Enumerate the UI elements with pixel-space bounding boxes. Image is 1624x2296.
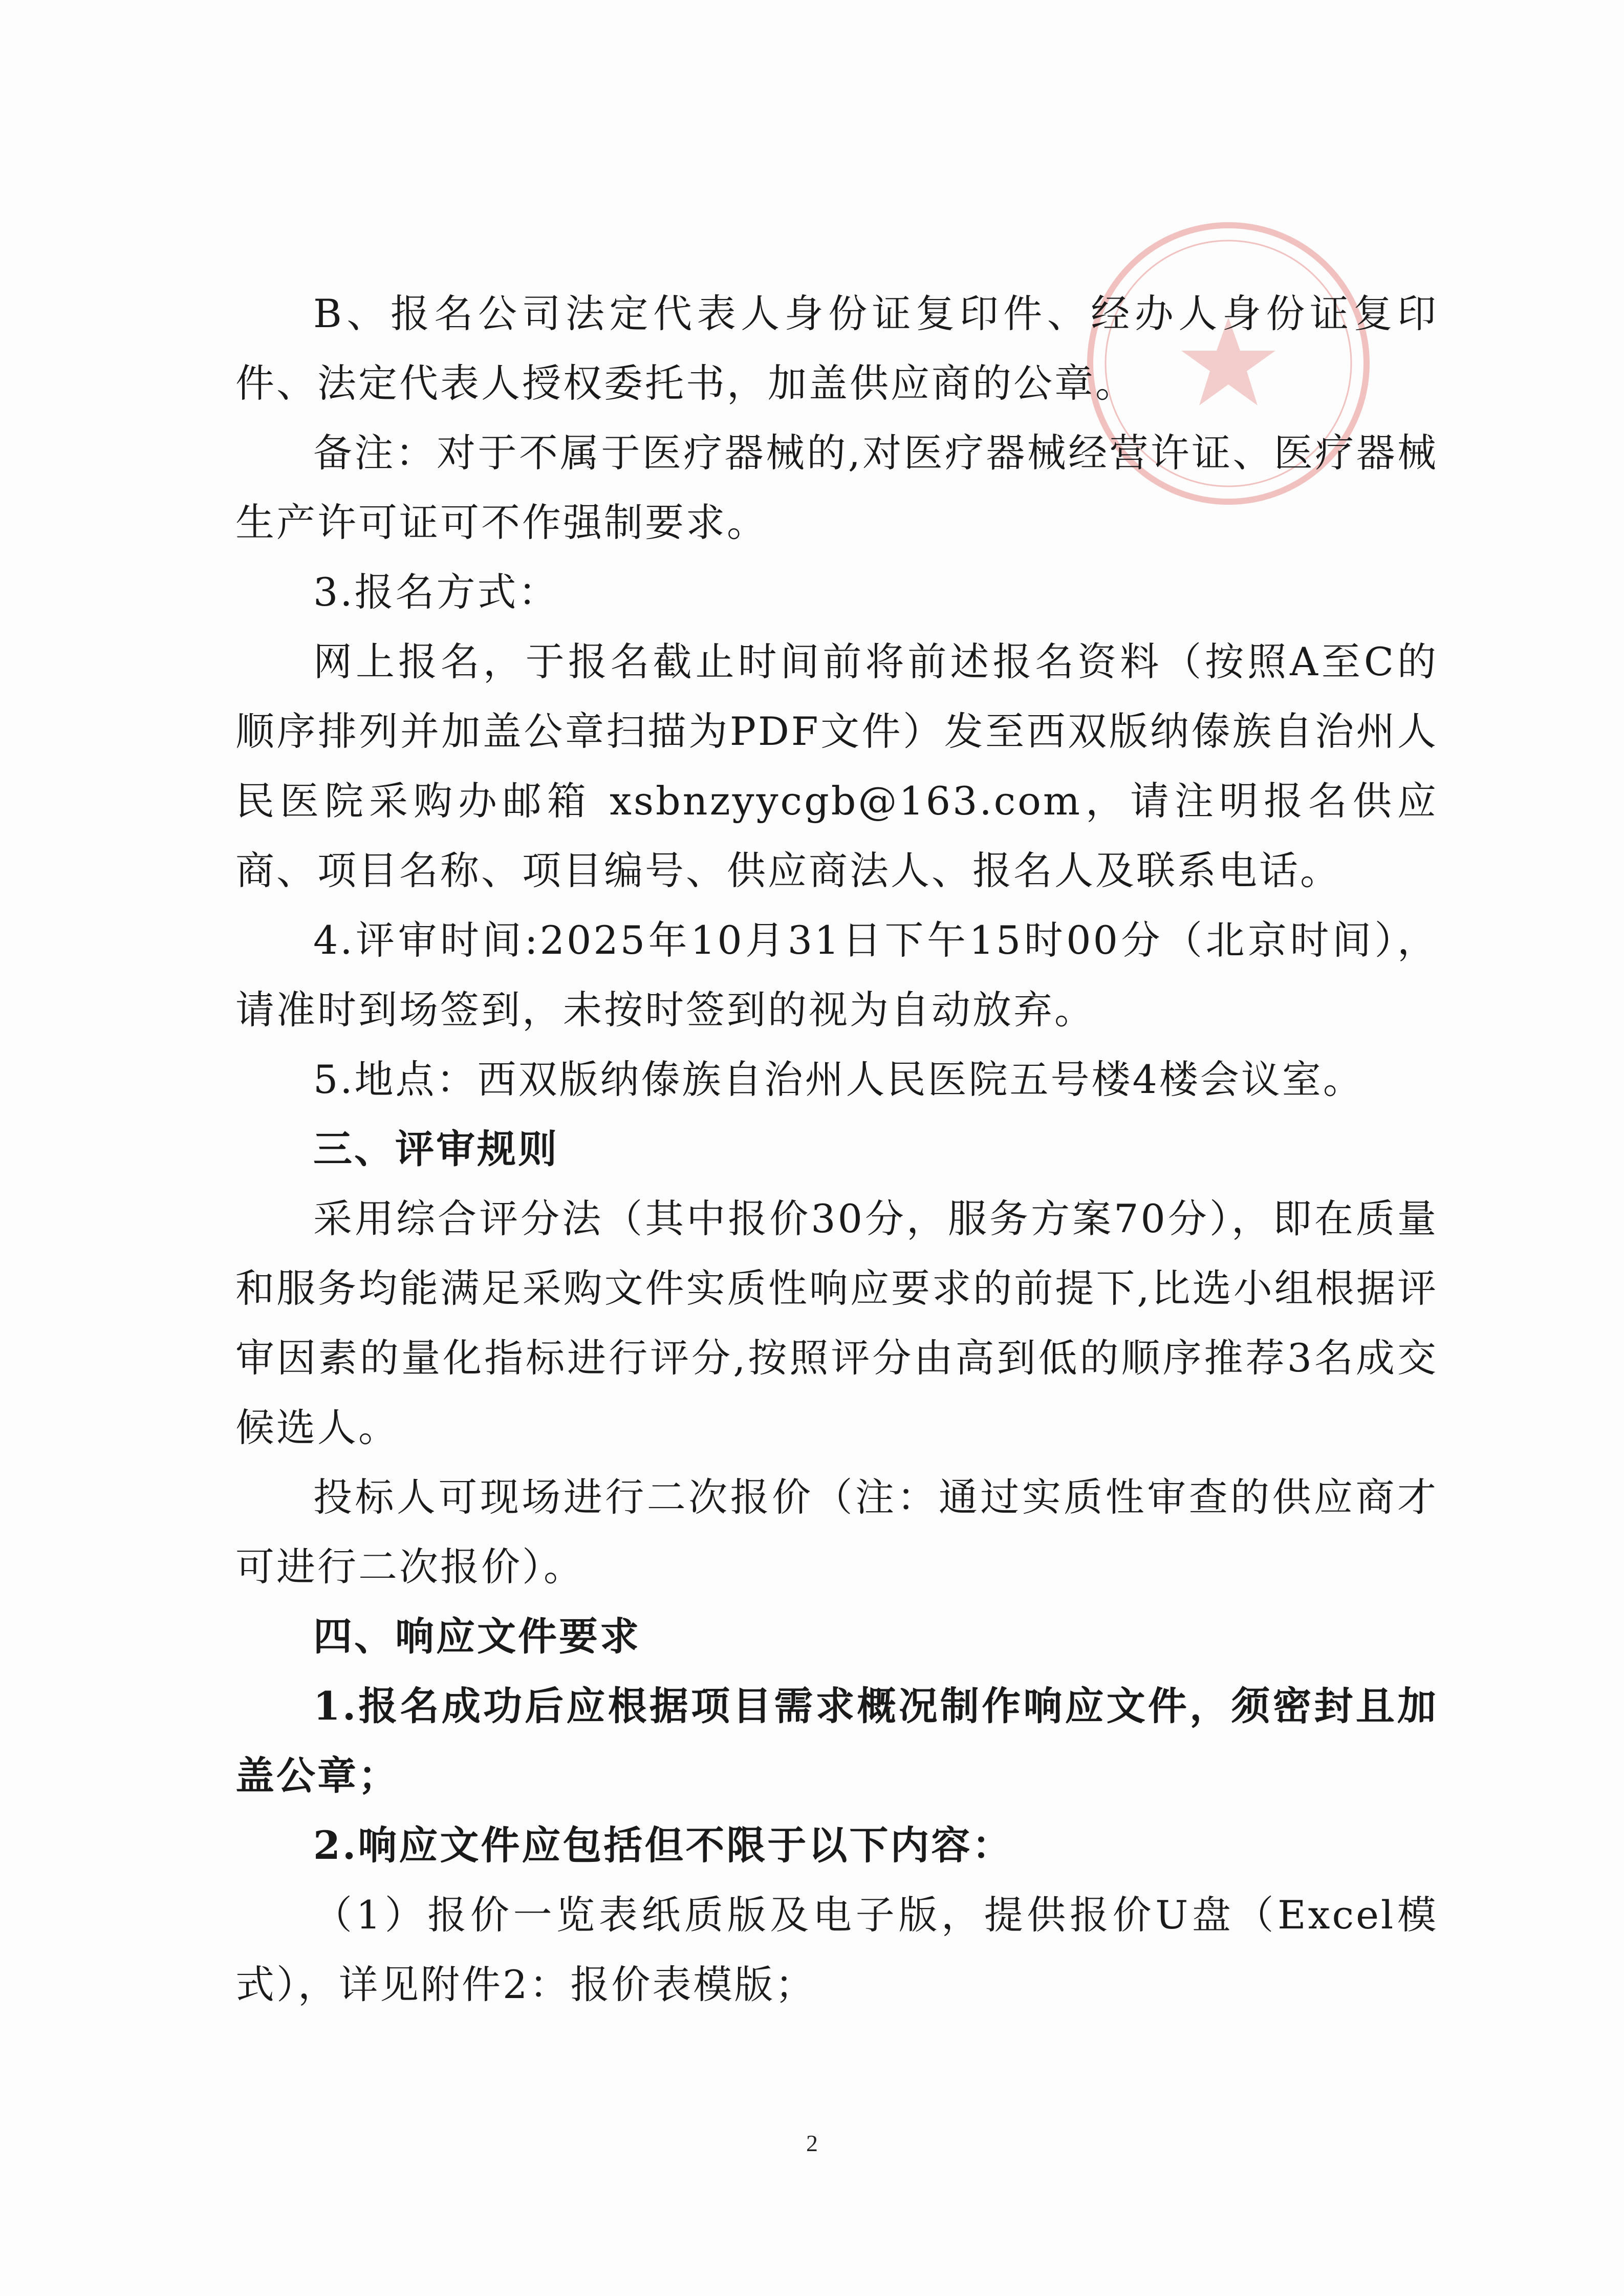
paragraph-2: 3.报名方式：: [313, 569, 559, 615]
paragraph-12: （1）报价一览表纸质版及电子版，提供报价U盘（Excel模式），详见附件2：报价表模版；: [235, 1892, 1438, 2007]
page-number: 2: [806, 2130, 818, 2156]
paragraph-3: 网上报名，于报名截止时间前将前述报名资料（按照A至C的顺序排列并加盖公章扫描为PDF文件）发至西双版纳傣族自治州人民医院采购办邮箱 xsbnzyycgb@163.com，请注明报名供应商、项目名称、项目编号、供应商法人、报名人及联系电话。: [235, 639, 1438, 893]
section-heading-4: 四、响应文件要求: [313, 1614, 641, 1659]
paragraph-8: 投标人可现场进行二次报价（注：通过实质性审查的供应商才可进行二次报价）。: [235, 1474, 1438, 1590]
paragraph-4: 4.评审时间:2025年10月31日下午15时00分（北京时间），请准时到场签到，未按时签到的视为自动放弃。: [235, 917, 1438, 1033]
paragraph-5: 5.地点：西双版纳傣族自治州人民医院五号楼4楼会议室。: [313, 1057, 1364, 1102]
paragraph-10: 1.报名成功后应根据项目需求概况制作响应文件，须密封且加盖公章；: [235, 1683, 1438, 1798]
paragraph-1: 备注：对于不属于医疗器械的,对医疗器械经营许证、医疗器械生产许可证可不作强制要求。: [235, 430, 1438, 545]
paragraph-0: B、报名公司法定代表人身份证复印件、经办人身份证复印件、法定代表人授权委托书，加盖供应商的公章。: [235, 291, 1438, 406]
section-heading-3: 三、评审规则: [313, 1126, 559, 1172]
paragraph-11: 2.响应文件应包括但不限于以下内容：: [313, 1822, 1013, 1868]
paragraph-7: 采用综合评分法（其中报价30分，服务方案70分），即在质量和服务均能满足采购文件实质性响应要求的前提下,比选小组根据评审因素的量化指标进行评分,按照评分由高到低的顺序推荐3名成交候选人。: [235, 1196, 1438, 1450]
document-body: [235, 279, 1438, 2020]
